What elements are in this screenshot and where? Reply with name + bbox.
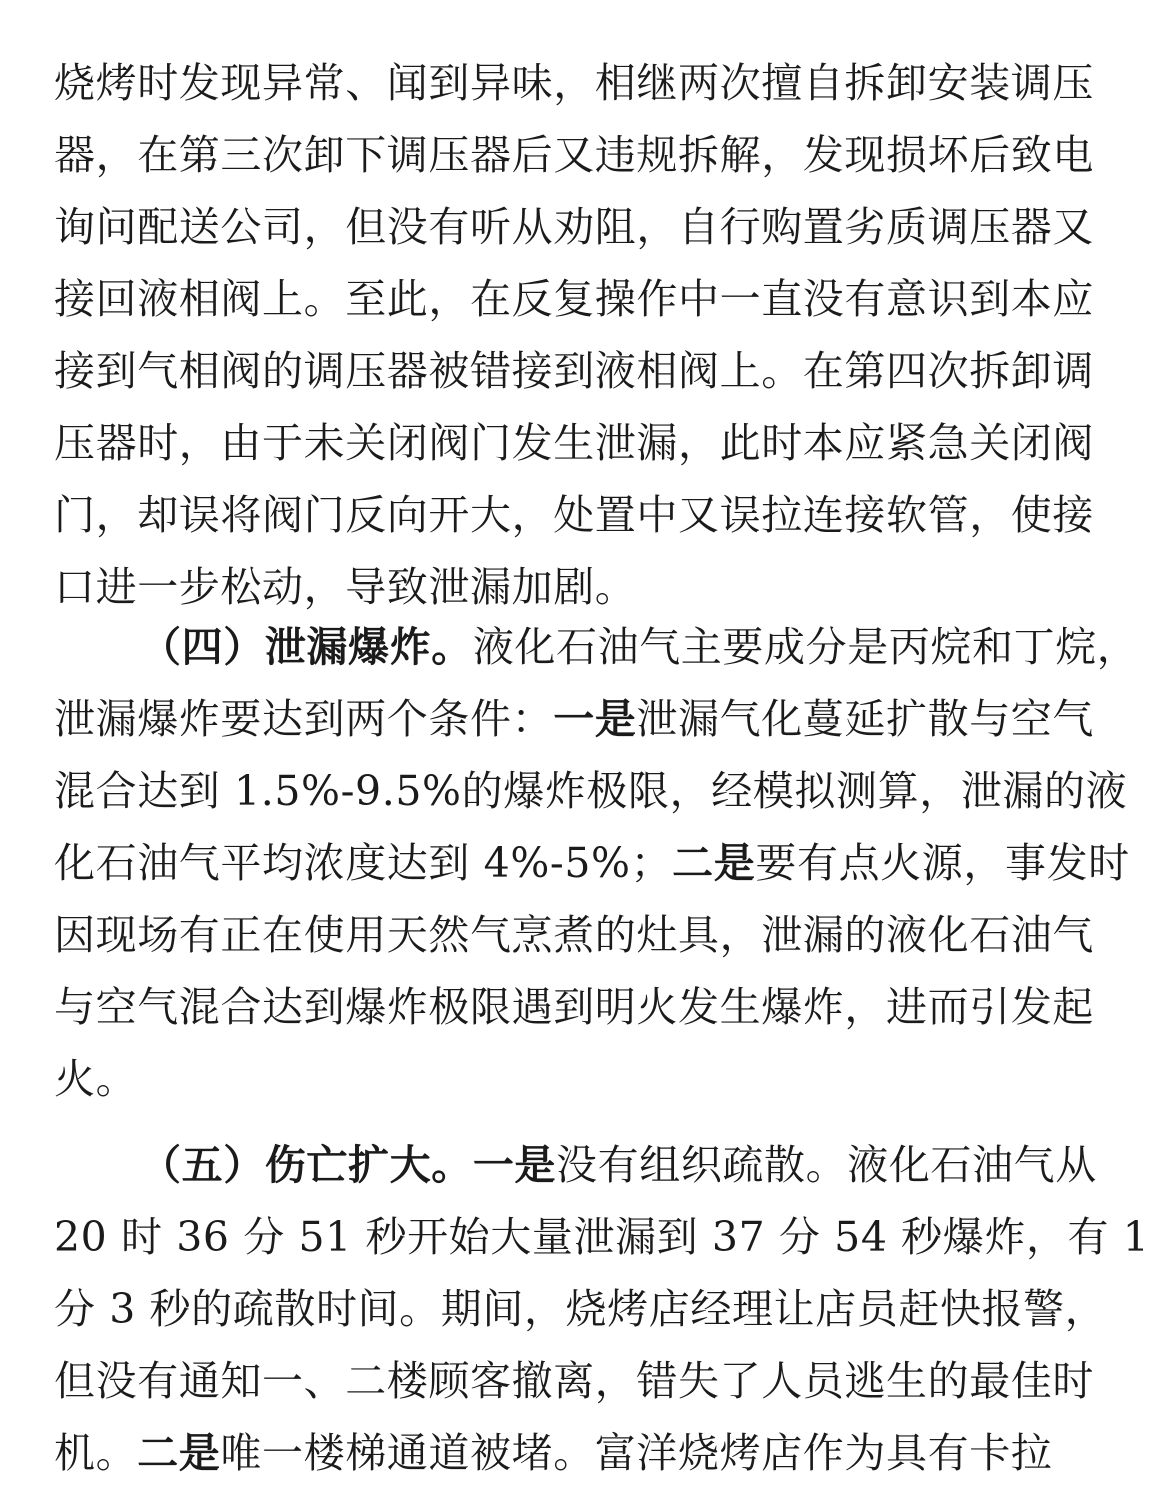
text-span: 接到气相阀的调压器被错接到液相阀上。在第四次拆卸调 — [54, 347, 1094, 395]
text-line — [54, 1202, 1149, 1272]
text-span: 火。 — [54, 1055, 138, 1103]
text-line — [54, 972, 1094, 1042]
text-line — [54, 192, 1094, 262]
text-line — [140, 1130, 1097, 1200]
text-line — [54, 756, 1128, 826]
bold-text: 二是 — [137, 1429, 221, 1477]
text-line — [54, 684, 1095, 754]
text-line — [54, 1418, 1053, 1488]
text-span: 询问配送公司，但没有听从劝阻，自行购置劣质调压器又 — [54, 203, 1094, 251]
text-span: 接回液相阀上。至此，在反复操作中一直没有意识到本应 — [54, 275, 1094, 323]
text-span: 烧烤时发现异常、闻到异味，相继两次擅自拆卸安装调压 — [54, 59, 1094, 107]
text-line — [54, 264, 1094, 334]
text-span: 混合达到 1.5%-9.5%的爆炸极限，经模拟测算，泄漏的液 — [54, 767, 1128, 815]
text-span: 因现场有正在使用天然气烹煮的灶具，泄漏的液化石油气 — [54, 911, 1094, 959]
text-span: 唯一楼梯通道被堵。富洋烧烤店作为具有卡拉 — [220, 1429, 1053, 1477]
text-span: 机。 — [54, 1429, 138, 1477]
text-line — [54, 1346, 1094, 1416]
text-span: 压器时，由于未关闭阀门发生泄漏，此时本应紧急关闭阀 — [54, 419, 1094, 467]
bold-text: 二是 — [672, 839, 756, 887]
text-line — [54, 48, 1094, 118]
bold-text: 一是 — [553, 695, 637, 743]
text-span: 泄漏气化蔓延扩散与空气 — [636, 695, 1095, 743]
text-span: 口进一步松动，导致泄漏加剧。 — [54, 563, 637, 611]
text-span: 要有点火源，事发时 — [755, 839, 1130, 887]
text-span: 但没有通知一、二楼顾客撤离，错失了人员逃生的最佳时 — [54, 1357, 1094, 1405]
text-line — [140, 612, 1139, 682]
text-span: 液化石油气主要成分是丙烷和丁烷， — [472, 623, 1139, 671]
bold-text: 一是 — [472, 1141, 557, 1189]
text-span: 器，在第三次卸下调压器后又违规拆解，发现损坏后致电 — [54, 131, 1094, 179]
text-span: 没有组织疏散。液化石油气从 — [556, 1141, 1097, 1189]
text-line — [54, 900, 1094, 970]
text-line — [54, 336, 1094, 406]
text-line — [54, 1044, 1044, 1114]
text-line — [54, 408, 1094, 478]
text-span: 分 3 秒的疏散时间。期间，烧烤店经理让店员赶快报警， — [54, 1285, 1107, 1333]
text-line — [54, 480, 1094, 550]
text-span: 与空气混合达到爆炸极限遇到明火发生爆炸，进而引发起 — [54, 983, 1094, 1031]
text-line — [54, 828, 1130, 898]
text-span: 化石油气平均浓度达到 4%-5%； — [54, 839, 673, 887]
section-heading: （五）伤亡扩大。 — [140, 1141, 473, 1189]
text-line — [54, 1274, 1107, 1344]
text-line — [54, 120, 1094, 190]
text-span: 门，却误将阀门反向开大，处置中又误拉连接软管，使接 — [54, 491, 1094, 539]
text-span: 泄漏爆炸要达到两个条件： — [54, 695, 554, 743]
section-heading: （四）泄漏爆炸。 — [140, 623, 473, 671]
text-span: 20 时 36 分 51 秒开始大量泄漏到 37 分 54 秒爆炸，有 1 — [54, 1213, 1149, 1261]
